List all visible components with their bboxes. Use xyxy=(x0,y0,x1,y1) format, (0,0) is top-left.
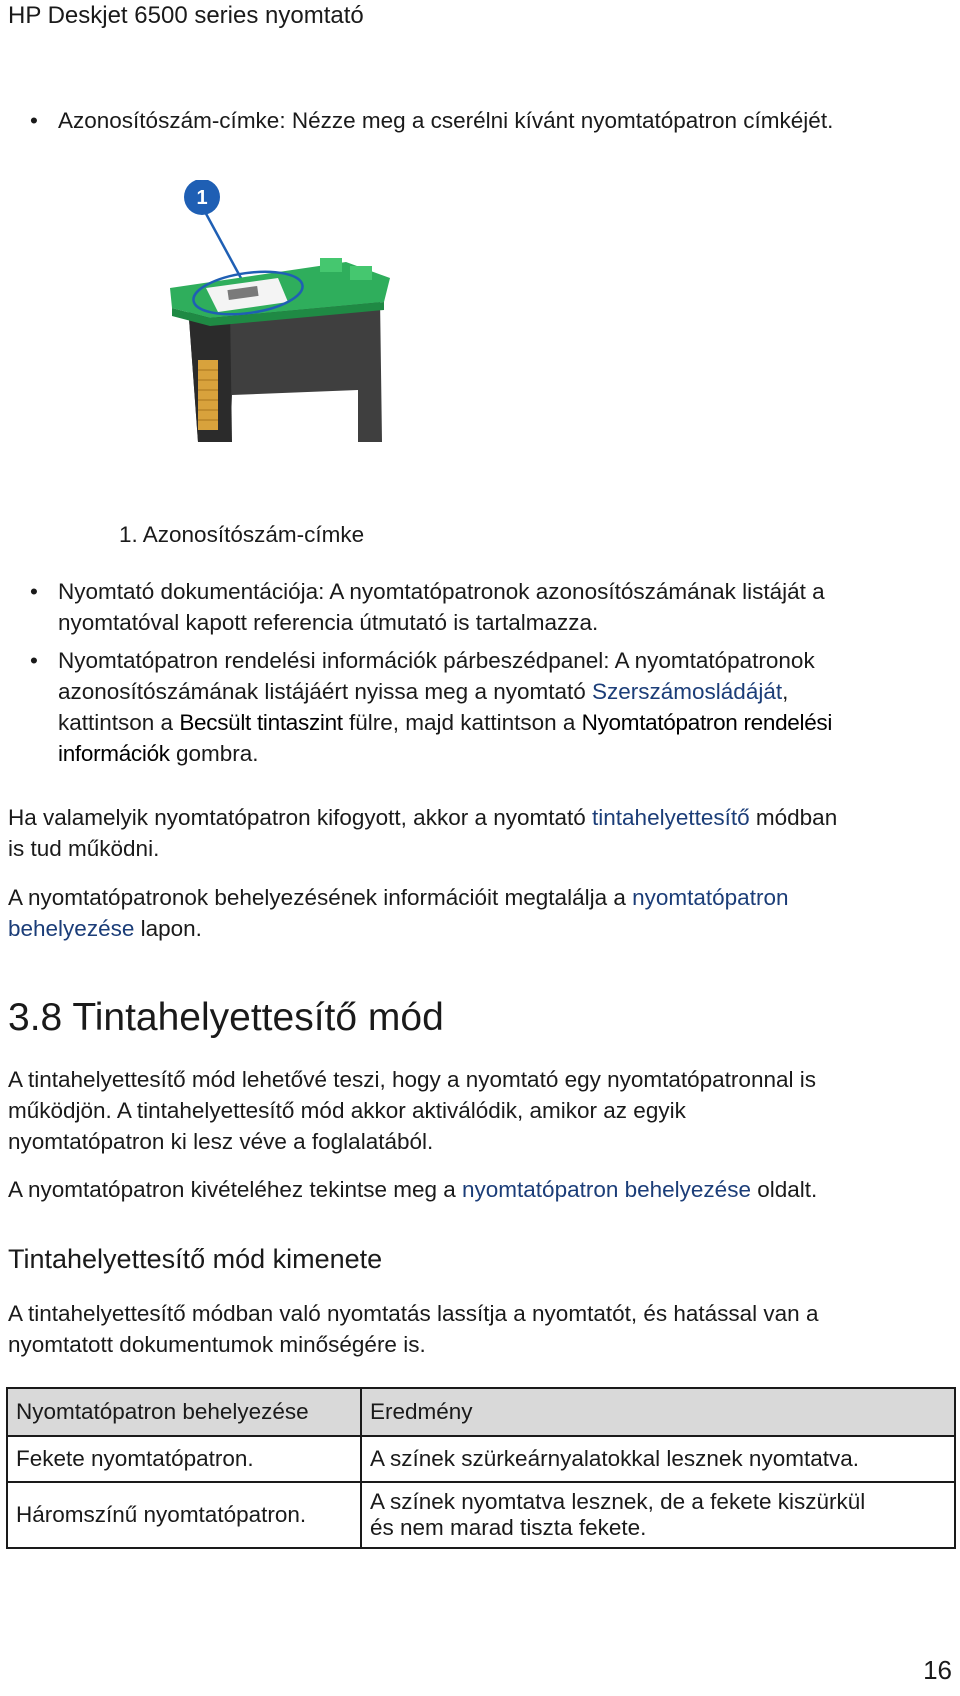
table-header-row xyxy=(7,1388,955,1436)
text-run: fülre, majd kattintson a xyxy=(342,710,582,735)
header-title: HP Deskjet 6500 series nyomtató xyxy=(8,2,364,29)
bullet-dot: • xyxy=(30,579,38,604)
ui-term-order-info: Nyomtatópatron rendelési xyxy=(581,710,833,735)
section-heading: 3.8 Tintahelyettesítő mód xyxy=(8,996,444,1039)
ink-backup-link[interactable]: tintahelyettesítő xyxy=(592,805,750,830)
subsection-heading: Tintahelyettesítő mód kimenete xyxy=(8,1244,383,1274)
paragraph-line: A tintahelyettesítő mód lehetővé teszi, hogy a nyomtató egy nyomtatópatronnal is xyxy=(8,1067,816,1092)
bullet-text: Azonosítószám-címke: Nézze meg a cserélni kívánt nyomtatópatron címkéjét. xyxy=(58,108,834,133)
paragraph xyxy=(8,882,788,944)
paragraph-line: nyomtatópatron ki lesz véve a foglalatából. xyxy=(8,1129,434,1154)
paragraph-line: A tintahelyettesítő módban való nyomtatás lassítja a nyomtatót, és hatással van a xyxy=(8,1301,819,1326)
bullet-text-line: nyomtatóval kapott referencia útmutató is tartalmazza. xyxy=(58,610,599,635)
bullet-text-line: Nyomtató dokumentációja: A nyomtatópatronok azonosítószámának listáját a xyxy=(58,579,825,604)
text-run: , xyxy=(782,679,789,704)
list-item xyxy=(30,576,930,638)
table-row xyxy=(7,1482,955,1548)
paragraph-line xyxy=(8,913,788,944)
table-cell xyxy=(361,1482,955,1548)
table-cell: Háromszínű nyomtatópatron. xyxy=(7,1482,361,1548)
paragraph xyxy=(8,1064,816,1157)
paragraph xyxy=(8,1174,817,1205)
ui-term-ink-level: Becsült tintaszint xyxy=(179,710,343,735)
cartridge-illustration xyxy=(170,180,430,480)
text-run: gombra. xyxy=(169,741,259,766)
bullet-text-line xyxy=(58,738,930,769)
bullet-text-line xyxy=(58,676,930,707)
ui-term-order-info-cont: információk xyxy=(58,741,170,766)
page-number: 16 xyxy=(923,1655,952,1685)
paragraph-line xyxy=(8,882,788,913)
table-cell: A színek szürkeárnyalatokkal lesznek nyomtatva. xyxy=(361,1436,955,1482)
text-run: azonosítószámának listájáért nyissa meg a nyomtató xyxy=(58,679,593,704)
text-run: Ha valamelyik nyomtatópatron kifogyott, akkor a nyomtató xyxy=(8,805,593,830)
column-header: Eredmény xyxy=(361,1388,955,1436)
text-run: A nyomtatópatronok behelyezésének információit megtalálja a xyxy=(8,885,633,910)
bullet-text-line: Nyomtatópatron rendelési információk párbeszédpanel: A nyomtatópatronok xyxy=(58,648,815,673)
table-cell: Fekete nyomtatópatron. xyxy=(7,1436,361,1482)
cartridge-image xyxy=(170,180,430,480)
removal-link[interactable]: nyomtatópatron behelyezése xyxy=(462,1177,751,1202)
paragraph-line: nyomtatott dokumentumok minőségére is. xyxy=(8,1332,426,1357)
paragraph-line xyxy=(8,802,837,833)
text-run: A nyomtatópatron kivételéhez tekintse meg a xyxy=(8,1177,463,1202)
cell-line: A színek nyomtatva lesznek, de a fekete kiszürkül xyxy=(370,1489,866,1514)
cell-line: és nem marad tiszta fekete. xyxy=(370,1515,647,1540)
text-run: oldalt. xyxy=(750,1177,818,1202)
text-run: módban xyxy=(749,805,838,830)
list-item xyxy=(30,105,930,136)
column-header: Nyomtatópatron behelyezése xyxy=(7,1388,361,1436)
bullet-dot: • xyxy=(30,108,38,133)
figure-caption: 1. Azonosítószám-címke xyxy=(119,522,365,547)
paragraph-line: működjön. A tintahelyettesítő mód akkor aktiválódik, amikor az egyik xyxy=(8,1098,686,1123)
paragraph-line: is tud működni. xyxy=(8,836,160,861)
bullet-dot: • xyxy=(30,648,38,673)
install-link-cont[interactable]: behelyezése xyxy=(8,916,135,941)
callout-number: 1 xyxy=(196,187,208,209)
bullet-text-line xyxy=(58,707,930,738)
results-table xyxy=(6,1387,956,1549)
table-row xyxy=(7,1436,955,1482)
text-run: lapon. xyxy=(134,916,202,941)
text-run: kattintson a xyxy=(58,710,180,735)
install-link[interactable]: nyomtatópatron xyxy=(632,885,789,910)
paragraph xyxy=(8,802,837,864)
paragraph xyxy=(8,1298,818,1360)
toolbox-link[interactable]: Szerszámosládáját xyxy=(592,679,783,704)
list-item xyxy=(30,645,930,769)
